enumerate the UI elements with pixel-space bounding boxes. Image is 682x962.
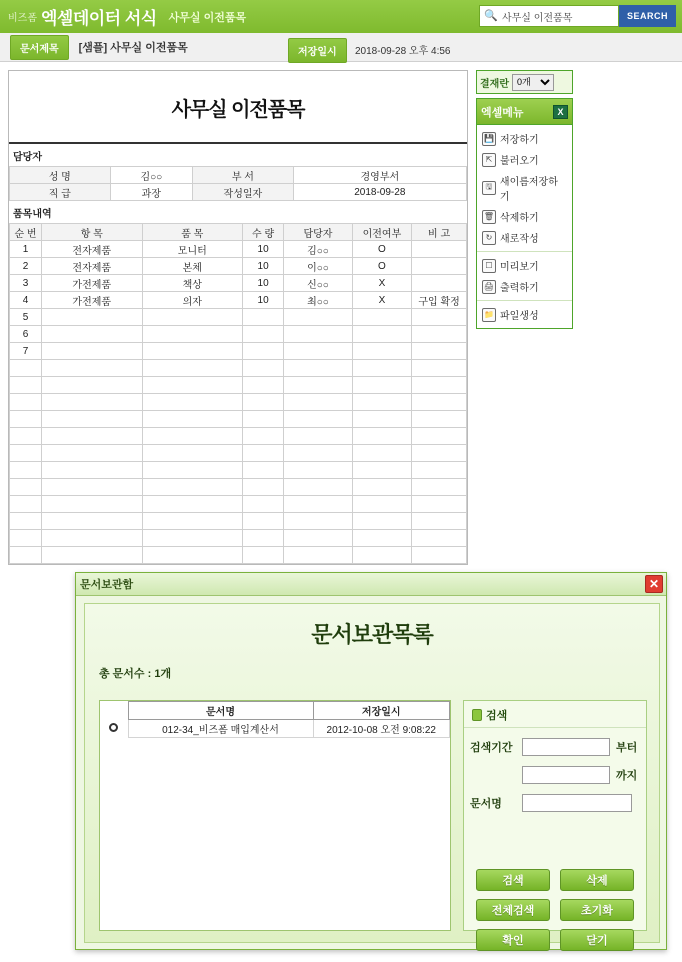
menu-item-save-as[interactable]: [477, 170, 572, 206]
search-area: [479, 5, 676, 27]
cell-note[interactable]: [412, 241, 467, 258]
cell-no: 5: [10, 309, 42, 326]
cell-no: 6: [10, 326, 42, 343]
col-header-item: 품 목: [142, 224, 243, 241]
table-row[interactable]: [10, 360, 467, 377]
table-row[interactable]: [10, 479, 467, 496]
cell-qty[interactable]: 10: [243, 258, 284, 275]
approval-label: 결재란: [480, 78, 509, 90]
cell-category[interactable]: 가전제품: [41, 275, 142, 292]
excel-menu-title: 엑셀메뉴: [481, 106, 524, 119]
preview-icon: ☐: [482, 259, 496, 273]
excel-menu-header: [477, 99, 572, 125]
menu-item-label: 불러오기: [500, 156, 539, 167]
table-row: [10, 184, 467, 201]
menu-item-save[interactable]: [477, 128, 572, 149]
brand-title: 엑셀데이터 서식: [40, 9, 157, 28]
cell-note[interactable]: [412, 258, 467, 275]
delete-button[interactable]: 삭제: [560, 869, 634, 891]
document-count-label: 총 문서수 : 1개: [99, 668, 172, 680]
cell-item[interactable]: [142, 343, 243, 360]
section-label-items: 품목내역: [13, 209, 52, 220]
cell-no: 2: [10, 258, 42, 275]
col-header-no: 순 번: [10, 224, 42, 241]
cell-moved[interactable]: [352, 343, 411, 360]
sub-bar: [0, 33, 682, 62]
table-row[interactable]: [10, 428, 467, 445]
search-box[interactable]: [479, 5, 619, 27]
table-row[interactable]: [10, 377, 467, 394]
table-row[interactable]: [10, 411, 467, 428]
cell-owner[interactable]: 신○○: [284, 275, 353, 292]
cell-moved[interactable]: X: [352, 292, 411, 309]
cell-label: 부 서: [193, 167, 294, 184]
menu-item-delete[interactable]: [477, 206, 572, 227]
menu-item-label: 새이름저장하기: [499, 177, 558, 203]
search-panel-icon: [472, 709, 482, 721]
search-button[interactable]: 검색: [476, 869, 550, 891]
cell-no: 1: [10, 241, 42, 258]
cell-item[interactable]: [142, 326, 243, 343]
radio-icon[interactable]: [109, 723, 118, 732]
cell-qty[interactable]: [243, 343, 284, 360]
approval-select[interactable]: [512, 74, 554, 91]
search-panel-header: [464, 701, 646, 728]
cell-category[interactable]: [41, 309, 142, 326]
cell-category[interactable]: 전자제품: [41, 241, 142, 258]
table-row[interactable]: [10, 292, 467, 309]
menu-item-label: 저장하기: [500, 135, 539, 146]
table-row[interactable]: [10, 275, 467, 292]
cell-note[interactable]: [412, 343, 467, 360]
cell-item[interactable]: [142, 309, 243, 326]
cell-moved[interactable]: O: [352, 241, 411, 258]
search-period-row-to: [470, 766, 640, 784]
cell-item[interactable]: 본체: [142, 258, 243, 275]
close-button[interactable]: 닫기: [560, 929, 634, 951]
search-to-suffix: 까지: [616, 770, 638, 782]
table-row[interactable]: [10, 513, 467, 530]
menu-item-label: 미리보기: [500, 262, 539, 273]
cell-moved[interactable]: O: [352, 258, 411, 275]
cell-note[interactable]: [412, 326, 467, 343]
cell-owner[interactable]: 이○○: [284, 258, 353, 275]
excel-menu-group-file: [477, 125, 572, 252]
excel-menu-group-file-create: [477, 301, 572, 328]
col-header-category: 항 목: [41, 224, 142, 241]
cell-note[interactable]: 구입 확정: [412, 292, 467, 309]
col-header-docname: 문서명: [128, 702, 313, 720]
menu-item-print[interactable]: [477, 276, 572, 297]
doc-name-label: [샘플] 사무실 이전품목: [78, 42, 188, 54]
top-bar: [0, 0, 682, 33]
cell-note[interactable]: [412, 309, 467, 326]
table-row[interactable]: [10, 547, 467, 564]
search-input[interactable]: [500, 10, 610, 23]
open-icon: ⇱: [482, 153, 496, 167]
table-row[interactable]: [10, 343, 467, 360]
document-list-table: [100, 701, 450, 738]
search-date-to-input[interactable]: [522, 766, 610, 784]
search-docname-label: 문서명: [470, 798, 502, 810]
cell-label: 작성일자: [193, 184, 294, 201]
cell-category[interactable]: 가전제품: [41, 292, 142, 309]
trash-icon: 🗑: [482, 210, 496, 224]
menu-item-label: 출력하기: [500, 283, 539, 294]
save-datetime-value: 2018-09-28 오후 4:56: [355, 46, 451, 57]
cell-qty[interactable]: 10: [243, 241, 284, 258]
menu-item-create-file[interactable]: [477, 304, 572, 325]
confirm-button[interactable]: 확인: [476, 929, 550, 951]
menu-item-label: 삭제하기: [500, 213, 539, 224]
col-header-qty: 수 량: [243, 224, 284, 241]
menu-item-open[interactable]: [477, 149, 572, 170]
cell-owner[interactable]: [284, 309, 353, 326]
cell-owner[interactable]: [284, 326, 353, 343]
search-docname-input[interactable]: [522, 794, 632, 812]
save-as-icon: 🖫: [482, 181, 496, 195]
col-header-moved: 이전여부: [352, 224, 411, 241]
cell-owner[interactable]: 최○○: [284, 292, 353, 309]
cell-qty[interactable]: 10: [243, 275, 284, 292]
cell-no: 4: [10, 292, 42, 309]
folder-icon: 📁: [482, 308, 496, 322]
table-row: [10, 167, 467, 184]
table-row[interactable]: [10, 445, 467, 462]
brand-small: 비즈폼: [8, 13, 37, 24]
section-label-manager: 담당자: [13, 152, 42, 163]
cell-label: 직 급: [10, 184, 111, 201]
cell-savedate[interactable]: 2012-10-08 오전 9:08:22: [313, 720, 450, 738]
table-row[interactable]: [10, 258, 467, 275]
menu-item-new[interactable]: [477, 227, 572, 248]
save-datetime-button[interactable]: 저장일시: [288, 38, 347, 63]
cell-qty[interactable]: 10: [243, 292, 284, 309]
search-period-label: 검색기간: [470, 742, 513, 754]
cell-qty[interactable]: [243, 309, 284, 326]
cell-moved[interactable]: [352, 309, 411, 326]
document-storage-dialog[interactable]: [75, 572, 667, 950]
menu-item-label: 파일생성: [500, 311, 539, 322]
menu-item-label: 새로작성: [500, 234, 539, 245]
print-icon: 🖨: [482, 280, 496, 294]
search-date-from-input[interactable]: [522, 738, 610, 756]
items-table: [9, 223, 467, 565]
cell-no: 7: [10, 343, 42, 360]
excel-menu-panel: [476, 98, 573, 329]
search-button[interactable]: SEARCH: [619, 5, 676, 27]
dialog-body: [84, 603, 660, 947]
search-panel: [463, 700, 647, 947]
doc-title-button[interactable]: 문서제목: [10, 35, 69, 60]
cell-no: 3: [10, 275, 42, 292]
search-all-button[interactable]: 전체검색: [476, 899, 550, 921]
cell-item[interactable]: 모니터: [142, 241, 243, 258]
dialog-heading: 문서보관목록: [311, 622, 433, 647]
table-row[interactable]: [10, 496, 467, 513]
table-row[interactable]: [10, 530, 467, 547]
search-icon: 🔍: [483, 9, 498, 22]
cell-moved[interactable]: [352, 326, 411, 343]
manager-info-table: [9, 166, 467, 201]
dialog-title: 문서보관함: [80, 579, 134, 591]
table-header-row: [100, 702, 450, 720]
search-docname-row: [470, 794, 640, 812]
list-item[interactable]: [100, 720, 450, 738]
cell-value[interactable]: 2018-09-28: [293, 184, 466, 201]
refresh-icon: ↻: [482, 231, 496, 245]
cell-value[interactable]: 과장: [110, 184, 193, 201]
row-radio[interactable]: [100, 720, 128, 738]
approval-box: [476, 70, 573, 94]
cell-owner[interactable]: [284, 343, 353, 360]
cell-item[interactable]: 책상: [142, 275, 243, 292]
cell-label: 성 명: [10, 167, 111, 184]
excel-icon: X: [553, 105, 568, 119]
table-row[interactable]: [10, 309, 467, 326]
cell-value[interactable]: 경영부서: [293, 167, 466, 184]
search-from-suffix: 부터: [616, 742, 638, 754]
cell-docname[interactable]: 012-34_비즈폼 매입계산서: [128, 720, 313, 738]
document-sheet[interactable]: [8, 70, 468, 565]
col-header-note: 비 고: [412, 224, 467, 241]
menu-item-preview[interactable]: [477, 255, 572, 276]
table-header-row: [10, 224, 467, 241]
table-row[interactable]: [10, 326, 467, 343]
table-row[interactable]: [10, 564, 467, 566]
col-header-select: [100, 702, 128, 720]
col-header-savedate: 저장일시: [313, 702, 450, 720]
cell-item[interactable]: 의자: [142, 292, 243, 309]
search-panel-buttons: [464, 869, 646, 951]
table-row[interactable]: [10, 462, 467, 479]
cell-note[interactable]: [412, 275, 467, 292]
cell-category[interactable]: [41, 343, 142, 360]
cell-category[interactable]: [41, 326, 142, 343]
reset-button[interactable]: 초기화: [560, 899, 634, 921]
brand-subtitle: 사무실 이전품목: [168, 11, 247, 24]
cell-value[interactable]: 김○○: [110, 167, 193, 184]
table-row[interactable]: [10, 241, 467, 258]
table-row[interactable]: [10, 394, 467, 411]
cell-category[interactable]: 전자제품: [41, 258, 142, 275]
cell-qty[interactable]: [243, 326, 284, 343]
search-panel-title: 검색: [486, 710, 508, 722]
dialog-title-bar: [76, 573, 666, 596]
cell-moved[interactable]: X: [352, 275, 411, 292]
document-list[interactable]: [99, 700, 451, 931]
sheet-title: 사무실 이전품목: [171, 99, 305, 121]
search-period-row-from: [470, 738, 640, 756]
col-header-owner: 담당자: [284, 224, 353, 241]
save-icon: 💾: [482, 132, 496, 146]
excel-menu-group-print: [477, 252, 572, 301]
close-icon[interactable]: ✕: [645, 575, 663, 593]
cell-owner[interactable]: 김○○: [284, 241, 353, 258]
